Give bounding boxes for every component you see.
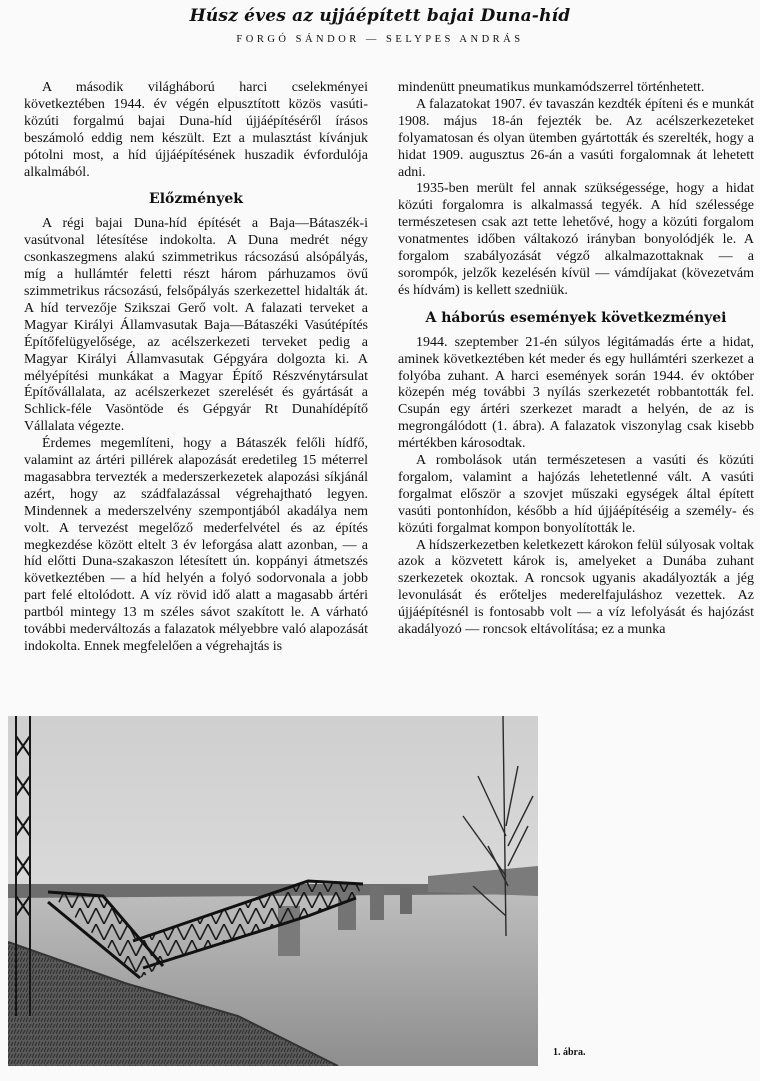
paragraph-continued: mindenütt pneumatikus munkamódszerrel történhetett. bbox=[398, 80, 705, 95]
paragraph: A falazatokat 1907. év tavaszán kezdték építeni és e munkát 1908. május 18-án fejezték be. Az acélszerkezeteket folyamatosan és olyan ütemben gyártották és szerelték, hogy a hidat 1909. augusztus 26-án a vasúti forgalomnak át lehetett adni. bbox=[398, 96, 754, 180]
left-column bbox=[24, 80, 368, 656]
paragraph: A rombolások után természetesen a vasúti és közúti forgalom, valamint a hajózás lehetetlenné vált. A vasúti forgalmat először a szovjet műszaki egységek által épített vasúti pontonhídon, később a híd újjáépítéséig a személy- és közúti forgalmat kompon bonyolították le. bbox=[398, 453, 754, 536]
section-heading-elozmenyek: Előzmények bbox=[149, 191, 243, 208]
paragraph: A régi bajai Duna-híd építését a Baja—Bátaszék-i vasútvonal létesítése indokolta. A Duna medrét négy csonkaszegmens alakú szimmetrikus rácsozású alsópályás, míg a hullámtér feletti részt három párhuzamos övű szimmetrikus rácsozású, felsőpályás szerkezettel hidalták át. A híd tervezője Szikszai Gerő volt. A falazati terveket a Magyar Királyi Államvasutak Baja—Bátaszéki Vasútépítés Építőfelügyelősége, az acélszerkezeti terveket pedig a Magyar Királyi Államvasutak Gépgyára dolgozta ki. A mélyépítési munkákat a Magyar Építő Részvénytársulat Építővállalata, az acélszerkezet szerelését és gyártását a Schlick-féle Vasöntöde és Gépgyár Rt Dunahídépítő Vállalata végezte. bbox=[24, 216, 368, 435]
paragraph: Érdemes megemlíteni, hogy a Bátaszék felőli hídfő, valamint az ártéri pillérek alapozását eredetileg 15 méterrel magasabbra tervezték a mederszerkezetek alapozási síkjánál azért, hogy az szádfalazással végrehajtható legyen. Mindennek a mederszelvény szempontjából akadálya nem volt. A tervezést megelőző mederfelvétel és az építés megkezdése között eltelt 3 év leforgása alatt azonban, — a híd előtti Duna-szakaszon létesített ún. koppányi átmetszés következtében — a híd helyén a folyó sodorvonala a jobb part felé eltolódott. A víz rövid idő alatt a magasabb ártéri partból mintegy 13 m széles sávot szakított le. A várható további mederváltozás a falazatok mélyebbre való alapozását indokolta. Ennek megfelelően a végrehajtás is bbox=[24, 436, 368, 654]
paragraph: A hídszerkezetben keletkezett károkon felül súlyosak voltak azok a közvetett károk is, amelyeket a Dunába zuhant szerkezetek okoztak. A roncsok ugyanis akadályozták a jég levonulását és erőteljes mederelfajuláshoz vezettek. Az újjáépítésnél is fontosabb volt — a víz lefolyását és hajózást akadályozó — roncsok eltávolítása; ez a munka bbox=[398, 537, 754, 638]
bridge-photo bbox=[8, 716, 538, 1066]
article-title: Húsz éves az ujjáépített bajai Duna-híd bbox=[189, 6, 571, 26]
paragraph: 1935-ben merült fel annak szükségessége, hogy a hidat közúti forgalomra is alkalmassá tegyék. A híd szélessége természetesen csak azt tette lehetővé, hogy a közúti forgalom vonatmentes időben váltakozó irányban bonyolódjék le. A forgalom szabályozását végző alkalmazottaknak — a sorompók, jelzők kezelésén kívül — vámdíjakat (kövezetvám és hídvám) is kellett szedniük. bbox=[398, 181, 754, 298]
section-heading-haborus: A háborús események következményei bbox=[425, 309, 727, 326]
paragraph: 1944. szeptember 21-én súlyos légitámadás érte a hidat, aminek következtében két meder és egy hullámtéri szerkezet a folyóba zuhant. A harci események során 1944. év október közepén még további 3 nyílás szerkezetét robbantották fel. Csupán egy ártéri szerkezet maradt a helyén, de az is megrongálódott (1. ábra). A falazatok viszonylag csak kisebb mértékben károsodtak. bbox=[398, 334, 754, 452]
figure-caption: 1. ábra. bbox=[553, 1047, 586, 1058]
right-column bbox=[398, 80, 754, 639]
article-authors: FORGÓ SÁNDOR — SELYPES ANDRÁS bbox=[236, 34, 524, 45]
intro-paragraph: A második világháború harci cselekményei következtében 1944. év végén elpusztított közös vasúti-közúti forgalmú bajai Duna-híd újjáépítéséről írásos beszámoló eddig nem készült. Ezt a mulasztást kívánjuk pótolni most, a híd újjáépítésének huszadik évfordulója alkalmából. bbox=[24, 80, 368, 180]
